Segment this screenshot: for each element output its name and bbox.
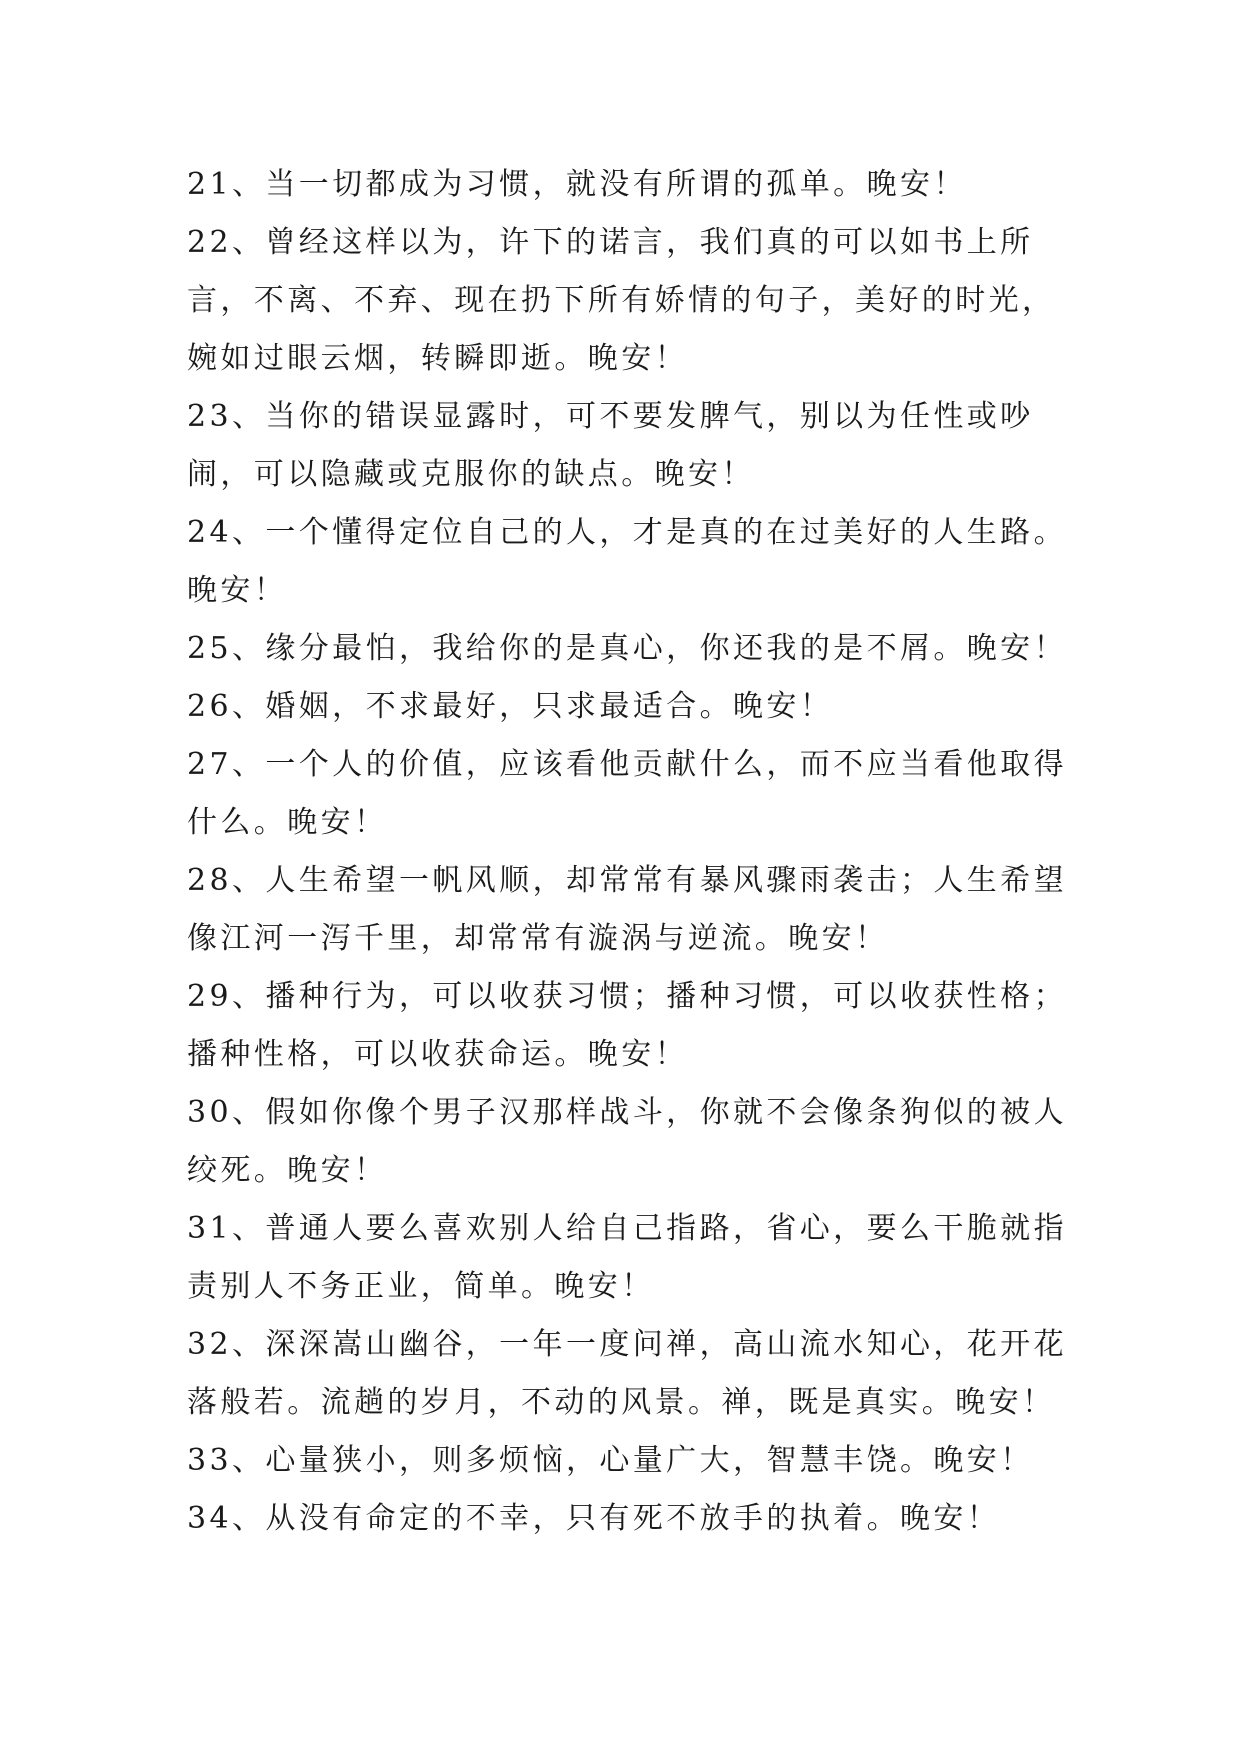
list-item: 30、假如你像个男子汉那样战斗，你就不会像条狗似的被人绞死。晚安！ bbox=[187, 1095, 1067, 1188]
list-item: 21、当一切都成为习惯，就没有所谓的孤单。晚安！ bbox=[187, 167, 967, 202]
list-item: 28、人生希望一帆风顺，却常常有暴风骤雨袭击；人生希望像江河一泻千里，却常常有漩涡与逆流。晚安！ bbox=[187, 863, 1067, 956]
list-item: 33、心量狭小，则多烦恼，心量广大，智慧丰饶。晚安！ bbox=[187, 1443, 1034, 1478]
list-item: 27、一个人的价值，应该看他贡献什么，而不应当看他取得什么。晚安！ bbox=[187, 747, 1067, 840]
list-item: 24、一个懂得定位自己的人，才是真的在过美好的人生路。晚安！ bbox=[187, 515, 1067, 608]
list-item: 25、缘分最怕，我给你的是真心，你还我的是不屑。晚安！ bbox=[187, 631, 1067, 666]
list-item: 32、深深嵩山幽谷，一年一度问禅，高山流水知心，花开花落般若。流趟的岁月，不动的风景。禅，既是真实。晚安！ bbox=[187, 1327, 1067, 1420]
list-item: 26、婚姻，不求最好，只求最适合。晚安！ bbox=[187, 689, 834, 724]
list-item: 23、当你的错误显露时，可不要发脾气，别以为任性或吵闹，可以隐藏或克服你的缺点。晚安！ bbox=[187, 399, 1034, 492]
list-item: 22、曾经这样以为，许下的诺言，我们真的可以如书上所言，不离、不弃、现在扔下所有娇情的句子，美好的时光，婉如过眼云烟，转瞬即逝。晚安！ bbox=[187, 225, 1056, 376]
quote-list bbox=[187, 156, 1067, 1548]
list-item: 31、普通人要么喜欢别人给自己指路，省心，要么干脆就指责别人不务正业，简单。晚安！ bbox=[187, 1211, 1067, 1304]
list-item: 34、从没有命定的不幸，只有死不放手的执着。晚安！ bbox=[187, 1501, 1001, 1536]
list-item: 29、播种行为，可以收获习惯；播种习惯，可以收获性格；播种性格，可以收获命运。晚安！ bbox=[187, 979, 1067, 1072]
